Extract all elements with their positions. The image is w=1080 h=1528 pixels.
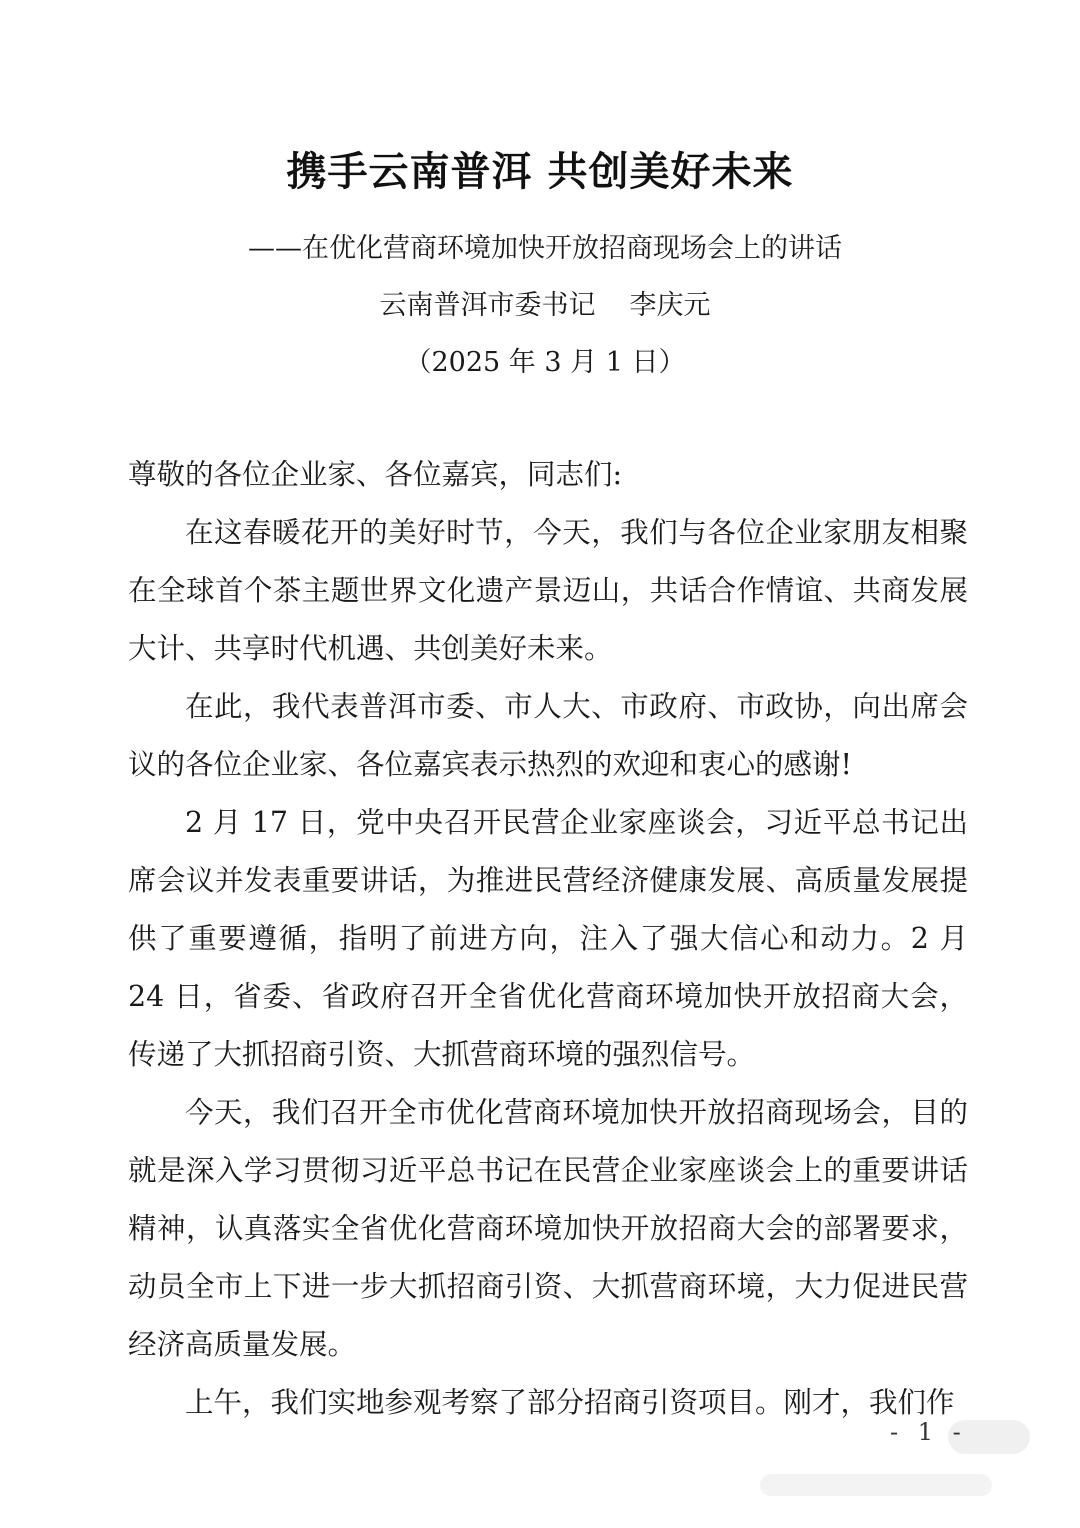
redaction-mark <box>760 1474 992 1496</box>
speech-body <box>128 446 968 1432</box>
document-subtitle: ——在优化营商环境加快开放招商现场会上的讲话 <box>248 233 842 264</box>
paragraph: 在这春暖花开的美好时节，今天，我们与各位企业家朋友相聚在全球首个茶主题世界文化遗产景迈山，共话合作情谊、共商发展大计、共享时代机遇、共创美好未来。 <box>128 516 968 665</box>
paragraph: 今天，我们召开全市优化营商环境加快开放招商现场会，目的就是深入学习贯彻习近平总书记在民营企业家座谈会上的重要讲话精神，认真落实全省优化营商环境加快开放招商大会的部署要求，动员全市上下进一步大抓招商引资、大抓营商环境，大力促进民营经济高质量发展。 <box>128 1096 968 1361</box>
document-title: 携手云南普洱 共创美好未来 <box>286 148 794 195</box>
salutation: 尊敬的各位企业家、各位嘉宾，同志们: <box>128 458 623 491</box>
paragraph: 上午，我们实地参观考察了部分招商引资项目。刚才，我们作 <box>185 1386 955 1419</box>
paragraph: 在此，我代表普洱市委、市人大、市政府、市政协，向出席会议的各位企业家、各位嘉宾表示热烈的欢迎和衷心的感谢! <box>128 690 968 781</box>
speaker-name: 李庆元 <box>629 290 711 321</box>
paragraph: 2 月 17 日，党中央召开民营企业家座谈会，习近平总书记出席会议并发表重要讲话，为推进民营经济健康发展、高质量发展提供了重要遵循，指明了前进方向，注入了强大信心和动力。2 月 24 日，省委、省政府召开全省优化营商环境加快开放招商大会，传递了大抓招商引资、大抓营商环境的强烈信号。 <box>128 806 968 1071</box>
speaker-line <box>0 283 1080 322</box>
page-number: - 1 - <box>890 1418 967 1446</box>
speech-date: （2025 年 3 月 1 日） <box>404 347 686 378</box>
speaker-role: 云南普洱市委书记 <box>379 290 596 321</box>
